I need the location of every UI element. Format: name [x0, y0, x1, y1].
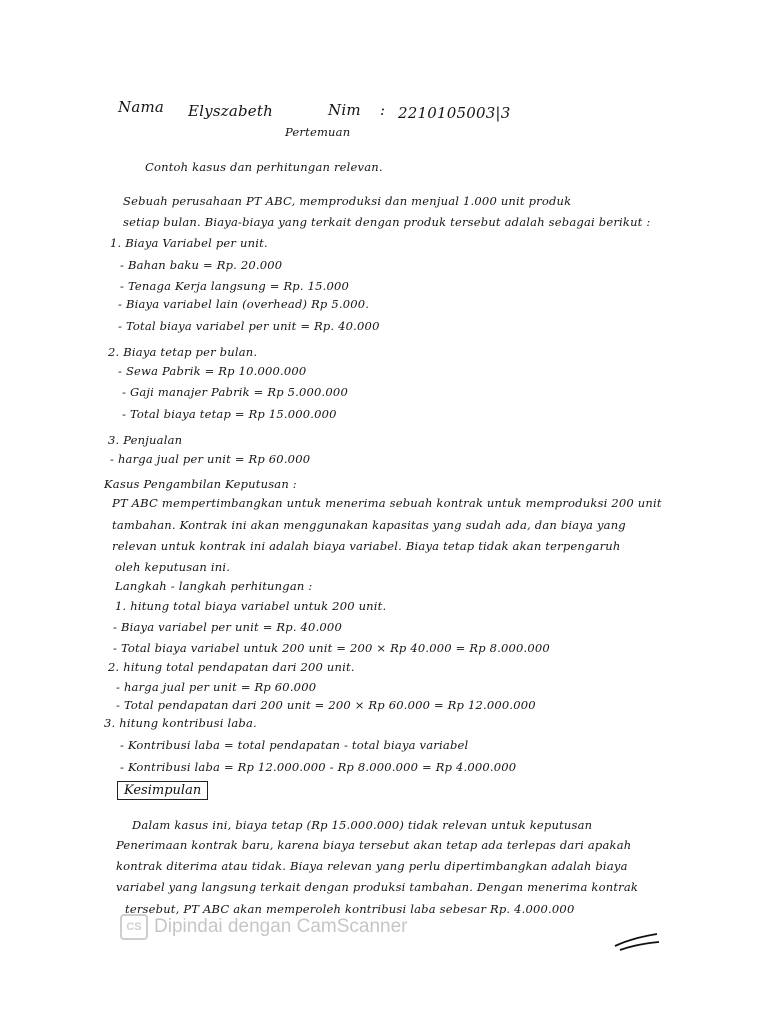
nim-label: Nim — [328, 101, 361, 119]
list-item: - harga jual per unit = Rp 60.000 — [110, 452, 311, 466]
step2-heading: 2. hitung total pendapatan dari 200 unit. — [108, 660, 355, 674]
list-item: - Bahan baku = Rp. 20.000 — [120, 258, 283, 272]
camscanner-logo-icon: CS — [120, 914, 148, 940]
step3-heading: 3. hitung kontribusi laba. — [104, 716, 257, 730]
list-item: - Sewa Pabrik = Rp 10.000.000 — [118, 364, 307, 378]
section2-heading: 2. Biaya tetap per bulan. — [108, 345, 258, 359]
intro-line-2: setiap bulan. Biaya-biaya yang terkait dengan produk tersebut adalah sebagai berikut : — [123, 215, 651, 229]
list-item: - Kontribusi laba = total pendapatan - total biaya variabel — [120, 738, 469, 752]
list-item: - Total biaya tetap = Rp 15.000.000 — [122, 407, 337, 421]
list-item: - Kontribusi laba = Rp 12.000.000 - Rp 8.000.000 = Rp 4.000.000 — [120, 760, 517, 774]
section3-heading: 3. Penjualan — [108, 433, 183, 447]
conclusion-heading: Kesimpulan — [117, 781, 208, 800]
intro-line-1: Sebuah perusahaan PT ABC, memproduksi dan menjual 1.000 unit produk — [123, 194, 572, 208]
list-item: - Total biaya variabel per unit = Rp. 40.000 — [118, 319, 380, 333]
conclusion-line-5: tersebut, PT ABC akan memperoleh kontribusi laba sebesar Rp. 4.000.000 — [125, 902, 575, 916]
case-line-1: PT ABC mempertimbangkan untuk menerima sebuah kontrak untuk memproduksi 200 unit — [112, 496, 662, 510]
name-label: Nama — [118, 98, 165, 116]
watermark-text: Dipindai dengan CamScanner — [154, 916, 408, 937]
conclusion-line-4: variabel yang langsung terkait dengan produksi tambahan. Dengan menerima kontrak — [116, 880, 639, 894]
list-item: - Gaji manajer Pabrik = Rp 5.000.000 — [122, 385, 348, 399]
conclusion-line-2: Penerimaan kontrak baru, karena biaya tersebut akan tetap ada terlepas dari apakah — [116, 838, 632, 852]
list-item: - Tenaga Kerja langsung = Rp. 15.000 — [120, 279, 350, 293]
list-item: - Total pendapatan dari 200 unit = 200 × Rp 60.000 = Rp 12.000.000 — [116, 698, 536, 712]
signature-mark — [612, 926, 662, 952]
name-value: Elyszabeth — [188, 102, 273, 120]
list-item: - harga jual per unit = Rp 60.000 — [116, 680, 317, 694]
step1-heading: 1. hitung total biaya variabel untuk 200 unit. — [115, 599, 387, 613]
case-line-2: tambahan. Kontrak ini akan menggunakan kapasitas yang sudah ada, dan biaya yang — [112, 518, 626, 532]
case-line-4: oleh keputusan ini. — [115, 560, 231, 574]
list-item: - Total biaya variabel untuk 200 unit = 200 × Rp 40.000 = Rp 8.000.000 — [113, 641, 550, 655]
case-heading: Kasus Pengambilan Keputusan : — [104, 477, 297, 491]
meeting-label: Pertemuan — [285, 125, 351, 139]
camscanner-watermark — [120, 914, 408, 940]
list-item: - Biaya variabel per unit = Rp. 40.000 — [113, 620, 342, 634]
nim-value: 2210105003|3 — [398, 104, 511, 122]
conclusion-line-1: Dalam kasus ini, biaya tetap (Rp 15.000.000) tidak relevan untuk keputusan — [132, 818, 593, 832]
list-item: - Biaya variabel lain (overhead) Rp 5.000. — [118, 297, 370, 311]
page-title: Contoh kasus dan perhitungan relevan. — [145, 160, 383, 174]
conclusion-line-3: kontrak diterima atau tidak. Biaya relevan yang perlu dipertimbangkan adalah biaya — [116, 859, 628, 873]
case-line-3: relevan untuk kontrak ini adalah biaya variabel. Biaya tetap tidak akan terpengaruh — [112, 539, 621, 553]
section1-heading: 1. Biaya Variabel per unit. — [110, 236, 268, 250]
steps-heading: Langkah - langkah perhitungan : — [115, 579, 313, 593]
nim-separator: : — [380, 101, 386, 119]
